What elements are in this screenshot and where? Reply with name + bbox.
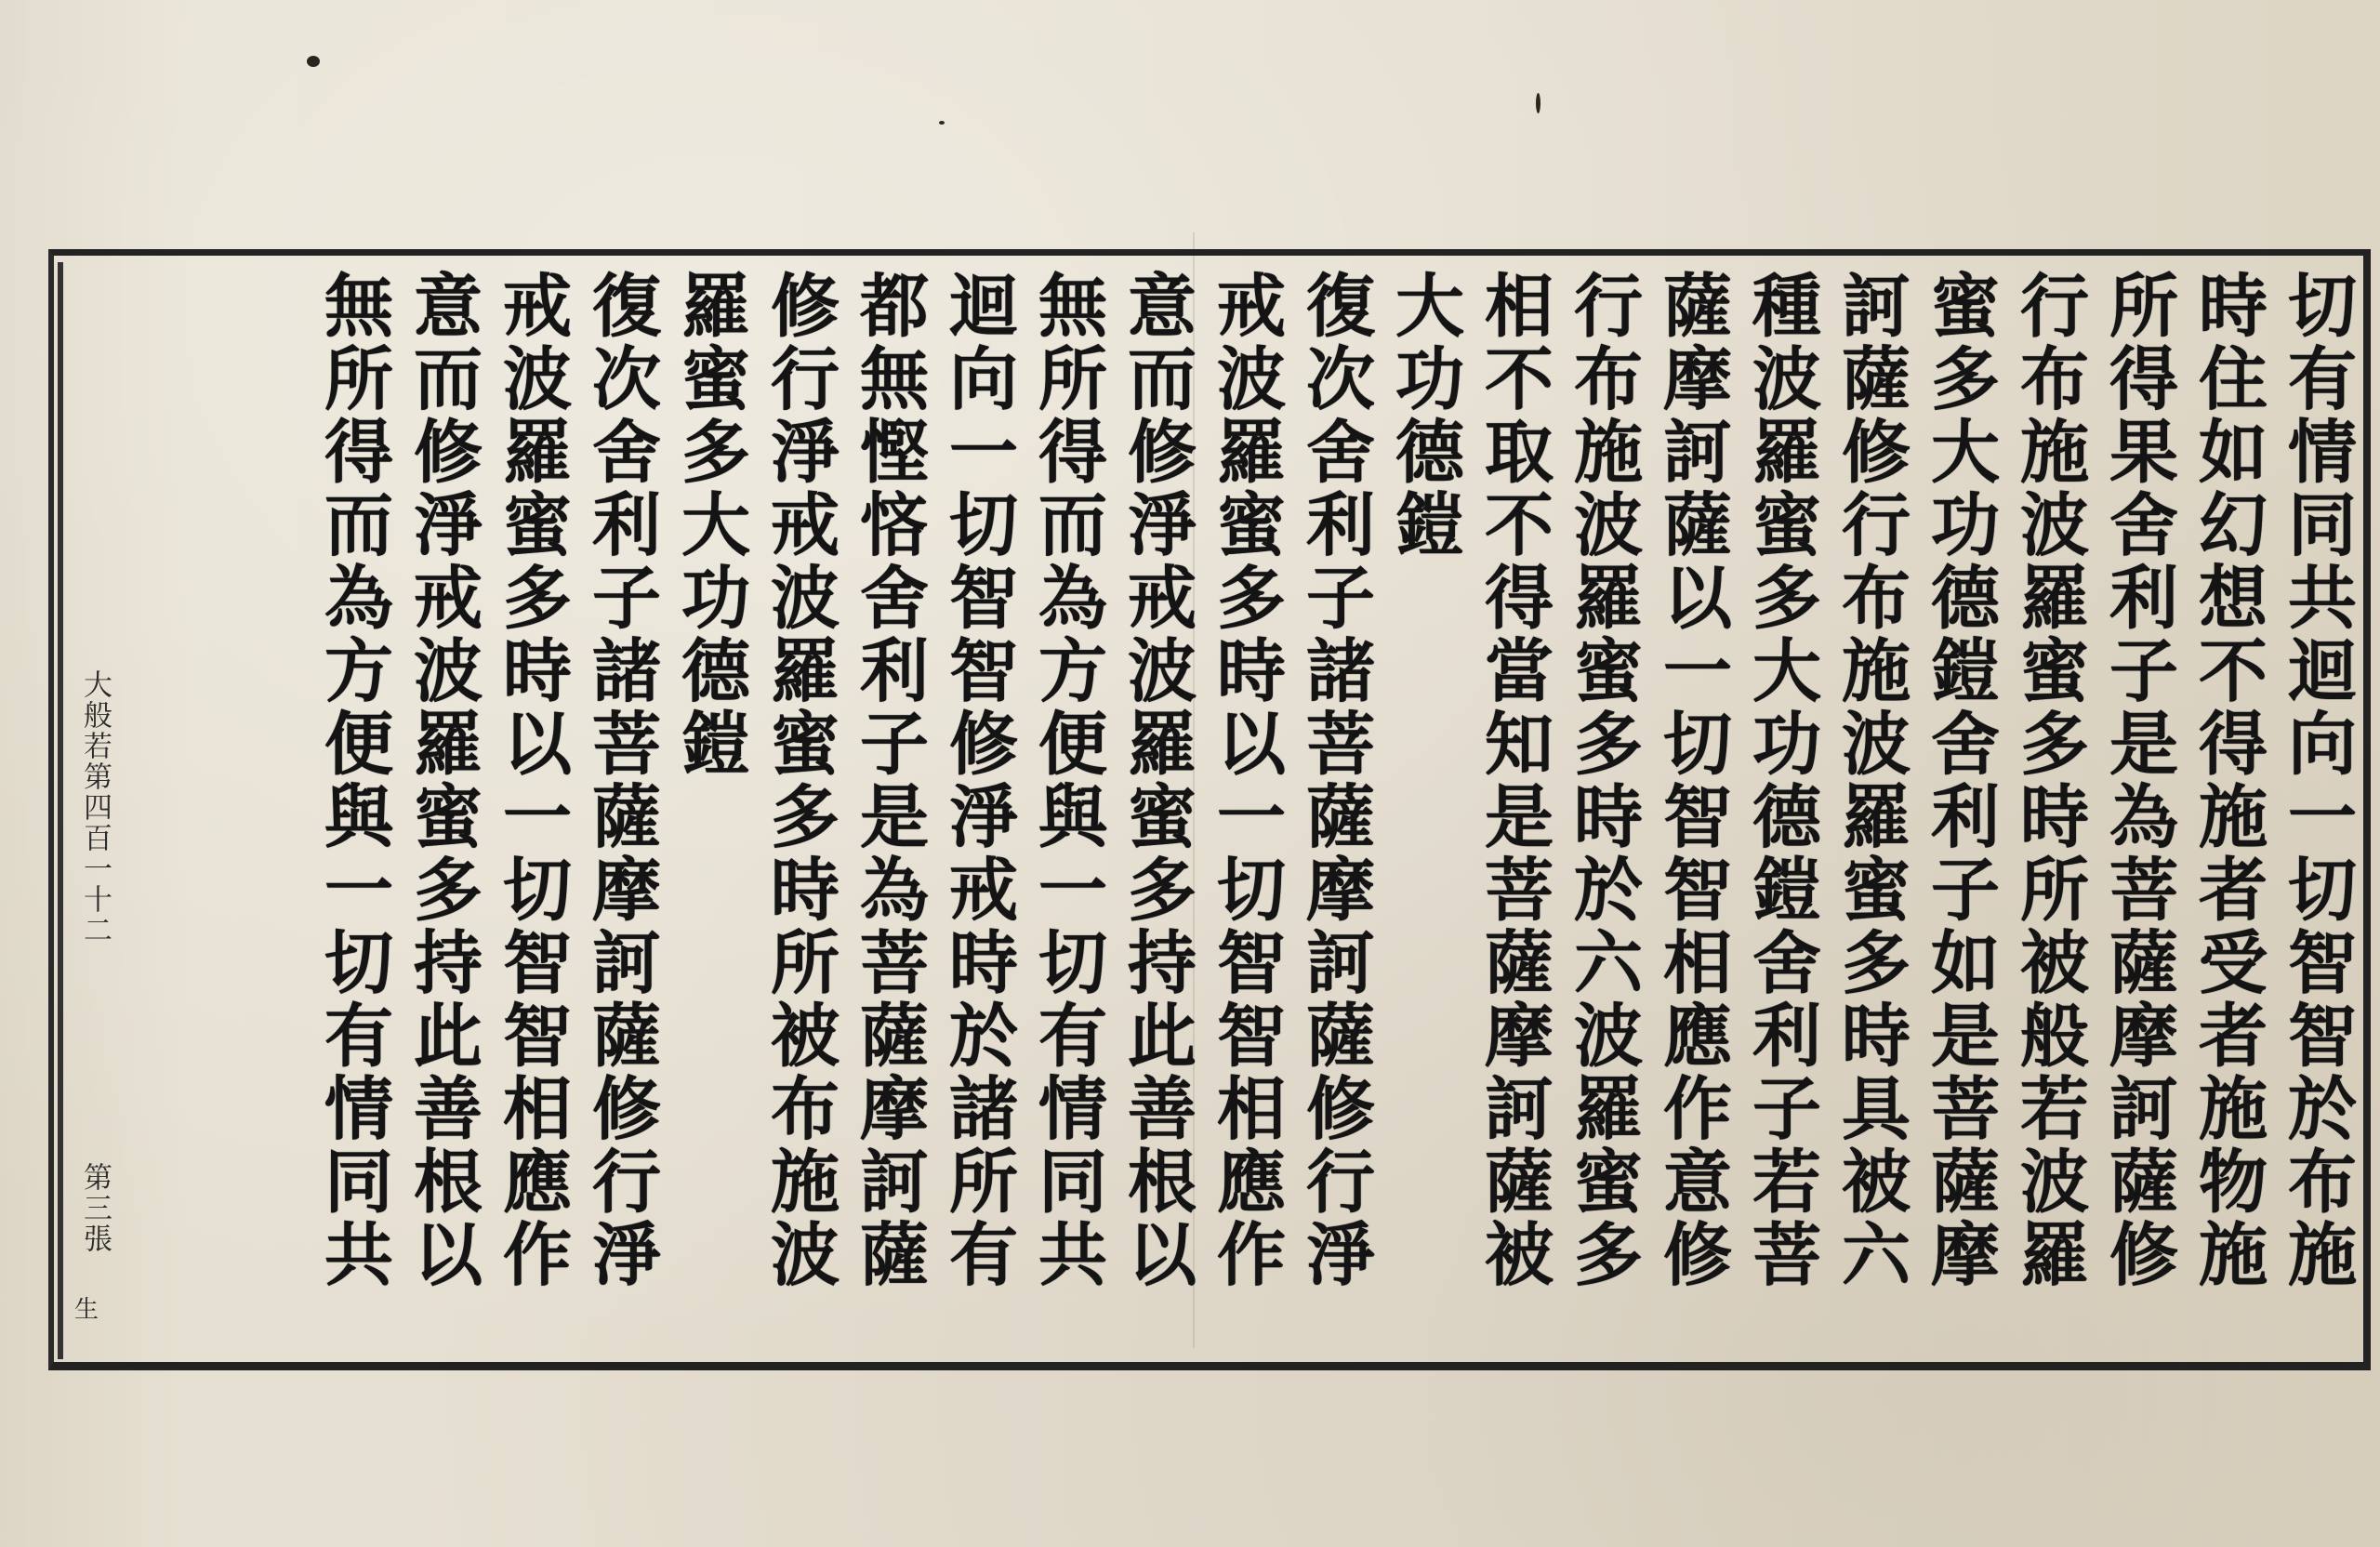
text-column: 相不取不得當知是菩薩摩訶薩被 — [1474, 270, 1554, 1291]
text-column: 復次舍利子諸菩薩摩訶薩修行淨 — [1295, 270, 1375, 1291]
text-column: 戒波羅蜜多時以一切智智相應作 — [492, 270, 572, 1291]
text-column: 行布施波羅蜜多時所被般若波羅 — [2009, 270, 2089, 1291]
text-column: 意而修淨戒波羅蜜多持此善根以 — [1117, 270, 1197, 1291]
margin-volume-title: 大般若第四百一十二 — [78, 669, 112, 945]
text-column: 所得果舍利子是為菩薩摩訶薩修 — [2098, 270, 2178, 1291]
text-column: 無所得而為方便與一切有情同共 — [1027, 270, 1107, 1291]
text-column: 行布施波羅蜜多時於六波羅蜜多 — [1563, 270, 1643, 1291]
ink-speck — [1536, 93, 1540, 113]
margin-carver-mark: 生 — [74, 1296, 99, 1324]
text-column: 訶薩修行布施波羅蜜多時具被六 — [1831, 270, 1911, 1291]
text-column: 都無慳悋舍利子是為菩薩摩訶薩 — [849, 270, 929, 1291]
margin-page-number: 第三張 — [78, 1162, 112, 1254]
text-block — [309, 270, 2361, 1357]
frame-inner-rule — [58, 262, 63, 1359]
text-column: 無所得而為方便與一切有情同共 — [313, 270, 393, 1291]
text-column: 復次舍利子諸菩薩摩訶薩修行淨 — [581, 270, 661, 1291]
text-column: 時住如幻想不得施者受者施物施 — [2188, 270, 2268, 1291]
text-column: 羅蜜多大功德鎧 — [670, 270, 750, 781]
text-column: 戒波羅蜜多時以一切智智相應作 — [1206, 270, 1286, 1291]
text-column: 大功德鎧 — [1384, 270, 1464, 562]
text-column: 薩摩訶薩以一切智智相應作意修 — [1652, 270, 1732, 1291]
text-column: 修行淨戒波羅蜜多時所被布施波 — [760, 270, 840, 1291]
text-column: 切有情同共迴向一切智智於布施 — [2277, 270, 2357, 1291]
ink-speck — [939, 121, 945, 125]
ink-speck — [307, 56, 320, 67]
text-column: 蜜多大功德鎧舍利子如是菩薩摩 — [1920, 270, 2000, 1291]
text-column: 意而修淨戒波羅蜜多持此善根以 — [403, 270, 483, 1291]
text-column: 迴向一切智智修淨戒時於諸所有 — [938, 270, 1018, 1291]
text-column: 種波羅蜜多大功德鎧舍利子若菩 — [1741, 270, 1821, 1291]
